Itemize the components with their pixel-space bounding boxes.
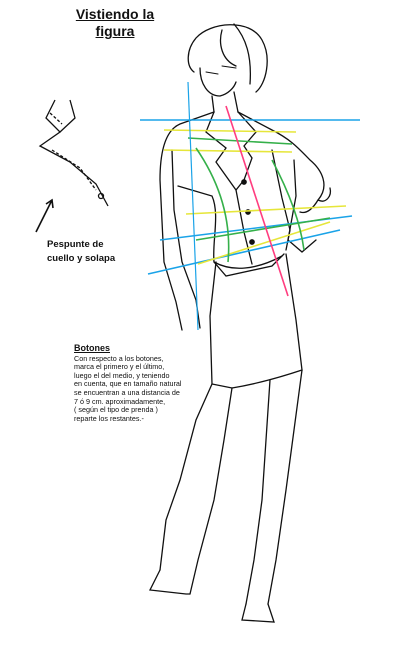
green-guide-curve: [196, 148, 229, 262]
buttons-note-line: Con respecto a los botones,: [74, 353, 164, 363]
collar-caption-line-1: Pespunte de: [47, 239, 104, 250]
buttons-note-line: 7 ó 9 cm. aproximadamente,: [74, 396, 166, 406]
yellow-guide-line-2: [164, 150, 292, 152]
collar-caption: [47, 238, 115, 266]
blue-guide-line-low: [148, 230, 340, 274]
buttons-note-line: ( según el tipo de prenda ): [74, 405, 158, 415]
title-line-2: figura: [95, 23, 135, 39]
buttons-note: [74, 344, 214, 423]
buttons-note-heading: Botones: [74, 343, 110, 353]
buttons-note-line: se encuentran a una distancia de: [74, 387, 180, 397]
buttons-note-line: luego el del medio, y teniendo: [74, 370, 170, 380]
figure-sketch: [150, 24, 330, 622]
arrow-icon: [36, 200, 53, 232]
green-guide-line-1: [188, 138, 292, 144]
buttons-note-line: reparte los restantes.-: [74, 413, 144, 423]
buttons-note-line: marca el primero y el último,: [74, 362, 165, 372]
collar-caption-line-2: cuello y solapa: [47, 253, 116, 264]
buttons-note-line: en cuenta, que en tamaño natural: [74, 379, 182, 389]
yellow-guide-line-3: [186, 206, 346, 214]
title-line-1: Vistiendo la: [75, 6, 155, 22]
yellow-guide-line-1: [164, 130, 296, 132]
collar-detail-sketch: [40, 100, 108, 206]
